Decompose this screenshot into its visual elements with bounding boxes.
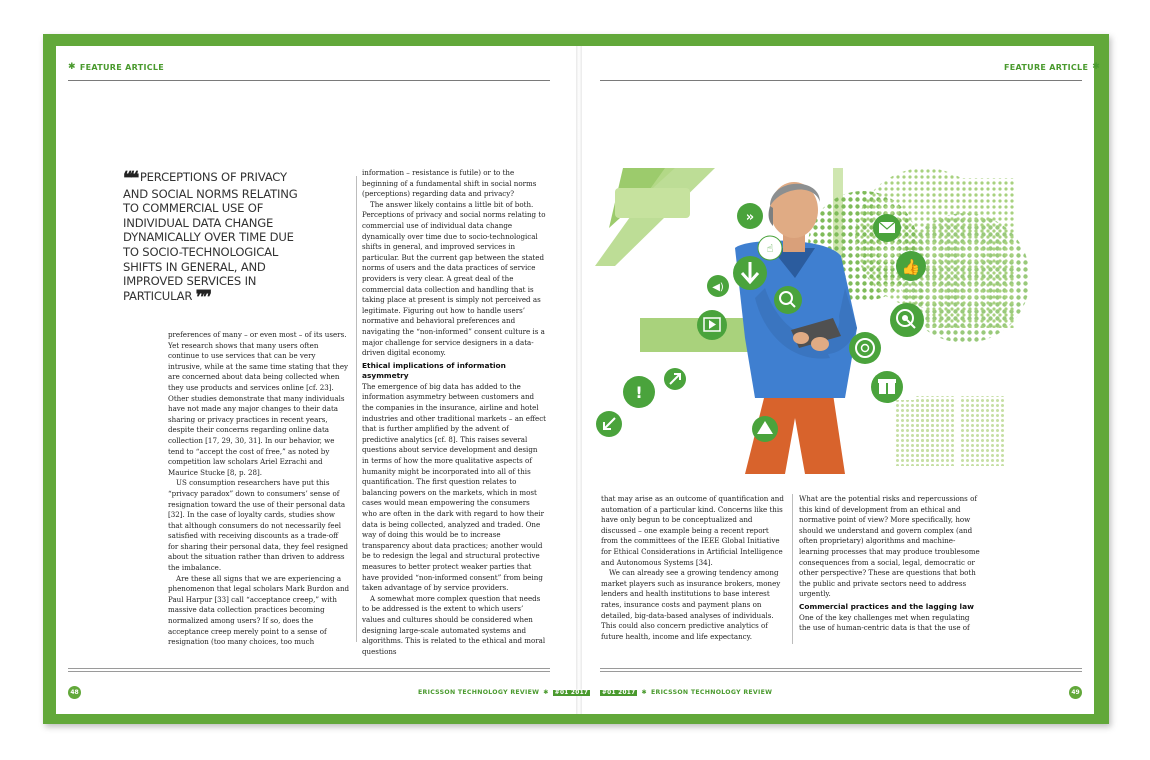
left-column-1 [168,330,350,648]
right-footer [600,689,772,696]
illustration [595,168,1035,474]
right-column-1 [601,494,785,642]
mail-icon [873,214,901,242]
paragraph: that may arise as an outcome of quantification and automation of a particular kind. Concerns like this have only begun to be conceptualized and discussed – one example being a recent report from the committees of the IEEE Global Initiative for Ethical Considerations in Artificial Intelligence and Autonomous Systems [34]. [601,494,784,567]
paragraph: The answer likely contains a little bit of both. Perceptions of privacy and social norms relating to commercial use of individual data change dynamically over time due to socio-technological shifts in general, and improved services in particular. But the current gap between the stated norms of users and the data practices of service providers is very clear. A great deal of the commercial data collection and handling that is taking place at present is simply not perceived as legitimate. Figuring out how to handle users’ normative and behavioral preferences and navigating the “non-informed” consent culture is a major challenge for service designers in a data-driven digital economy. [362,199,546,358]
zoom-in-icon [774,286,802,314]
asterisk-icon: ✱ [641,689,647,696]
svg-text:!: ! [635,383,643,402]
column-divider [792,494,793,644]
left-footer-rule [68,668,550,669]
svg-text:☝: ☝ [766,242,774,255]
left-footer [418,689,590,696]
arrow-up-icon [752,416,778,442]
paragraph: One of the key challenges met when regulating the use of human-centric data is that the use of [799,612,970,633]
column-divider [356,176,357,642]
bg-block [615,188,690,218]
left-page-number: 48 [68,686,81,699]
thumbs-up-icon [896,251,926,281]
download-arrow-icon [733,256,767,290]
left-header-label: FEATURE ARTICLE [79,62,165,72]
arrow-up-right-icon [664,368,686,390]
asterisk-icon: ✱ [68,62,76,72]
speaker-icon [707,275,729,297]
pull-quote-text: PERCEPTIONS OF PRIVACY AND SOCIAL NORMS RELATING TO COMMERCIAL USE OF INDIVIDUAL DATA CHANGE DYNAMICALLY OVER TIME DUE TO SOCIO-TECHNOLOGICAL SHIFTS IN GENERAL, AND IMPROVED SERVICES IN PARTICULAR [123,170,298,303]
dot-cloud [925,178,1015,328]
target-click-icon [890,303,924,337]
bench [895,400,935,466]
paragraph: What are the potential risks and repercussions of this kind of development from an ethical and normative point of view? More specifically, how should we understand and govern complex (and often proprietary) algorithms and machine-learning processes that may produce troublesome consequences from a social, legal, democratic or other perspective? These are questions that both the public and private sectors need to address urgently. [799,494,980,599]
right-footer-title: ERICSSON TECHNOLOGY REVIEW [650,689,773,696]
right-column-2 [799,494,983,634]
open-quote-mark: ❝❝ [123,168,137,189]
left-header-rule [68,80,550,81]
right-header-label: FEATURE ARTICLE [1004,62,1089,72]
right-footer-rule [600,668,1082,669]
left-footer-rule [68,671,550,672]
asterisk-icon: ✱ [1092,62,1101,72]
alert-icon [623,376,655,408]
paragraph: Are these all signs that we are experiencing a phenomenon that legal scholars Mark Burdon and Paul Harpur [33] call “acceptance creep,” with massive data collection practices becoming normalized among users? If so, does the acceptance creep merely point to a sense of resignation (too many choices, too much [168,573,350,647]
right-header-rule [600,80,1082,81]
pull-quote [123,168,303,308]
right-header [1004,62,1100,72]
svg-text:»: » [745,210,755,225]
issue-tag: #01 2017 [554,689,589,696]
section-heading: Ethical implications of information asymmetry [362,360,506,381]
arrow-down-left-icon [596,411,622,437]
asterisk-icon: ✱ [543,689,549,696]
paragraph: We can already see a growing tendency among market players such as insurance brokers, money lenders and health institutions to base interest rates, insurance costs and payment plans on detailed, big-data-based analyses of individuals. This could also concern predictive analytics of future health, income and life expectancy. [601,568,781,641]
right-footer-rule [600,671,1082,672]
fast-forward-icon [737,203,763,229]
pointer-hand-icon [758,236,782,260]
paragraph: A somewhat more complex question that needs to be addressed is the extent to which users’ values and cultures should be considered when designing large-scale automated systems and algorithms. This is related to the ethical and moral questions [362,593,546,656]
paragraph: information – resistance is futile) or to the beginning of a fundamental shift in social norms (perceptions) regarding data and privacy? [362,168,537,199]
left-column-2 [362,168,546,657]
paragraph: The emergence of big data has added to the information asymmetry between customers and the companies in the insurance, airline and hotel industries and other traditional markets – an effect that is further amplified by the advent of predictive analytics [cf. 8]. This raises several questions about service development and design in terms of how the more qualitative aspects of humanity might be incorporated into all of this quantification. The first question relates to balancing powers on the markets, which in most cases would mean empowering the consumers who are often in the dark with regard to how their data is being collected, analyzed and traded. One way of doing this would be to increase transparency about data practices; another would be to redesign the legal and structural protective measures to better protect weaker parties that have provided “non-informed consent” from being taken advantage of by service providers. [362,381,547,593]
video-play-icon [697,310,727,340]
svg-text:◀): ◀) [712,282,724,293]
shutter-icon [849,332,881,364]
paragraph: US consumption researchers have put this “privacy paradox” down to consumers’ sense of resignation toward the use of their personal data [32]. In the case of loyalty cards, studies show that although consumers do not necessarily feel satisfied with receiving discounts as a trade-off for sharing their personal data, they feel resigned about the situation rather than driven to address the imbalance. [168,478,349,573]
svg-text:👍: 👍 [901,258,921,276]
right-page-number: 49 [1069,686,1082,699]
left-footer-title: ERICSSON TECHNOLOGY REVIEW [418,689,540,696]
bench [960,396,1005,466]
left-header [68,62,164,72]
issue-tag: #01 2017 [602,689,636,696]
page-gutter [576,46,582,714]
section-heading: Commercial practices and the lagging law [799,601,974,611]
paragraph: preferences of many – or even most – of its users. Yet research shows that many users often continue to use services that can be very intrusive, while at the same time stating that they are concerned about data being collected when they use products and services online [cf. 23]. Other studies demonstrate that many individuals have not made any major changes to their data sharing or privacy practices in recent years, despite their concerns regarding online data collection [17, 29, 30, 31]. In our behavior, we tend to “accept the cost of free,” as noted by competition law scholars Ariel Ezrachi and Maurice Stucke [8, p. 28]. [168,330,349,477]
close-quote-mark: ❞❞ [195,286,210,308]
gift-icon [871,371,903,403]
